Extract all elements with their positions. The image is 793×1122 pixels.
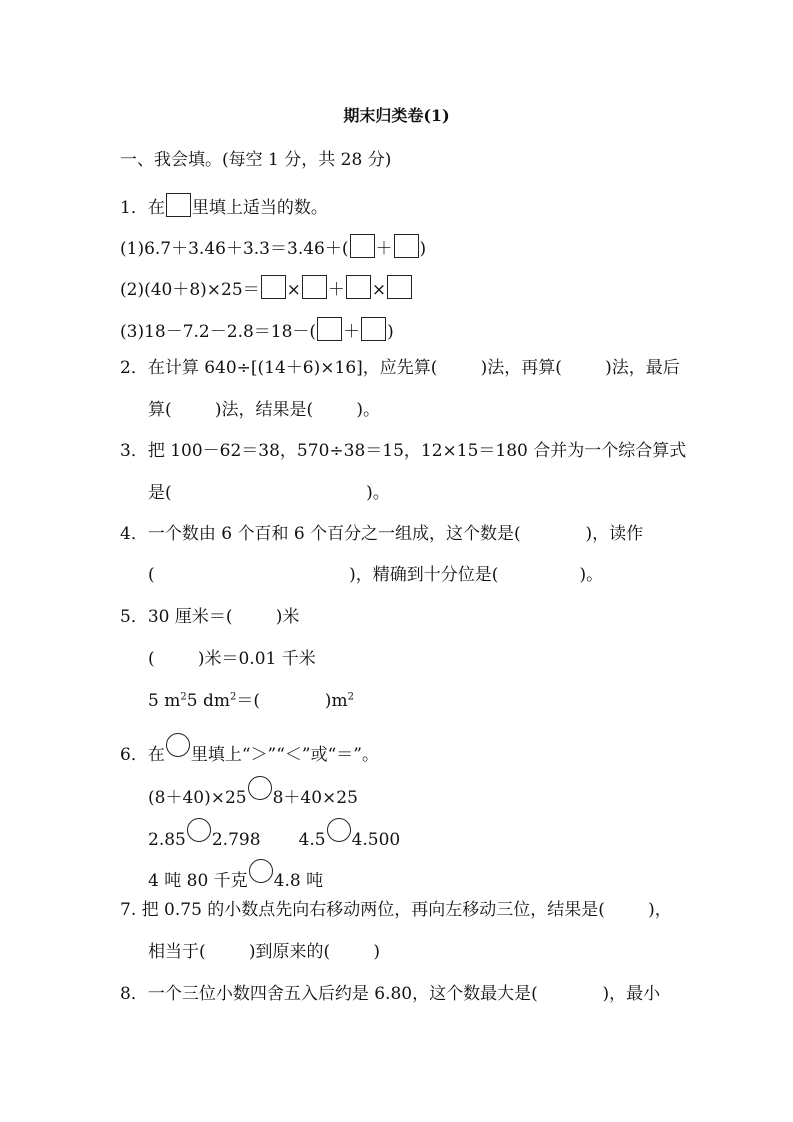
- question-4-line-1: 4．一个数由 6 个百和 6 个百分之一组成，这个数是( )，读作: [120, 524, 644, 544]
- question-6-row-3: [148, 859, 323, 893]
- q1-p1-expression: (1)6.7＋3.46＋3.3＝3.46＋(: [120, 239, 349, 259]
- q6-expression: 4.8 吨: [273, 871, 324, 891]
- answer-circle[interactable]: [249, 859, 273, 883]
- times-sign: ×: [286, 280, 301, 300]
- answer-box[interactable]: [346, 275, 371, 299]
- close-paren: ): [419, 239, 427, 259]
- q1-p3-expression: (3)18－7.2－2.8＝18－(: [120, 322, 317, 342]
- question-5-line-3: [148, 689, 354, 713]
- question-6-stem: [120, 733, 379, 767]
- question-1-part-1: [120, 234, 426, 261]
- answer-box[interactable]: [317, 317, 342, 341]
- question-5-line-1: 5．30 厘米＝( )米: [120, 607, 300, 627]
- question-6-row-1: [148, 776, 358, 810]
- answer-circle[interactable]: [187, 818, 211, 842]
- q6-expression: 4 吨 80 千克: [148, 871, 248, 891]
- section-heading: 一、我会填。(每空 1 分，共 28 分): [120, 150, 392, 170]
- answer-box[interactable]: [302, 275, 327, 299]
- q6-expression: 4.5: [298, 830, 326, 850]
- times-sign: ×: [371, 280, 387, 300]
- question-3-line-1: 3．把 100－62＝38，570÷38＝15，12×15＝180 合并为一个综合算式: [120, 441, 687, 461]
- page-title: 期末归类卷(1): [343, 106, 450, 125]
- answer-box[interactable]: [350, 234, 375, 258]
- plus-sign: ＋: [375, 239, 393, 259]
- q6-expression: 8＋40×25: [272, 788, 358, 808]
- question-7-line-2: 相当于( )到原来的( ): [148, 942, 380, 962]
- q6-expression: 2.85: [148, 830, 186, 850]
- question-2-line-2: 算( )法，结果是( )。: [148, 400, 380, 420]
- superscript: 2: [347, 691, 354, 703]
- answer-box[interactable]: [261, 275, 286, 299]
- q6-stem-text: 6．在: [120, 745, 165, 765]
- q5-l3-text: 5 dm: [186, 691, 230, 711]
- question-4-line-2: ( )，精确到十分位是( )。: [148, 565, 604, 585]
- question-6-row-2: [148, 818, 400, 852]
- plus-sign: ＋: [343, 322, 361, 342]
- question-7-line-1: 7. 把 0.75 的小数点先向右移动两位，再向左移动三位，结果是( )，: [120, 900, 672, 920]
- question-1-stem: [120, 193, 328, 220]
- answer-circle[interactable]: [248, 776, 272, 800]
- question-3-line-2: 是( )。: [148, 483, 390, 503]
- question-1-part-2: [120, 275, 413, 302]
- question-8-line-1: 8．一个三位小数四舍五入后约是 6.80，这个数最大是( )，最小: [120, 984, 661, 1004]
- q6-stem-text: 里填上“＞”“＜”或“＝”。: [190, 745, 379, 765]
- question-5-line-2: ( )米＝0.01 千米: [148, 649, 316, 669]
- q5-l3-text: ＝( )m: [236, 691, 348, 711]
- superscript: 2: [180, 691, 187, 703]
- answer-box-example: [166, 193, 191, 217]
- q6-expression: (8＋40)×25: [148, 788, 247, 808]
- answer-circle-example: [166, 733, 190, 757]
- q1-stem-text: 里填上适当的数。: [191, 198, 328, 218]
- plus-sign: ＋: [327, 280, 345, 300]
- q6-expression: 4.500: [351, 830, 401, 850]
- answer-box[interactable]: [387, 275, 412, 299]
- q6-expression: 2.798: [211, 830, 261, 850]
- q1-stem-text: 1．在: [120, 198, 165, 218]
- question-1-part-3: [120, 317, 394, 344]
- q1-p2-expression: (2)(40＋8)×25＝: [120, 280, 260, 300]
- answer-box[interactable]: [394, 234, 419, 258]
- close-paren: ): [387, 322, 394, 342]
- superscript: 2: [229, 691, 237, 703]
- question-2-line-1: 2．在计算 640÷[(14＋6)×16]，应先算( )法，再算( )法，最后: [120, 358, 680, 378]
- q5-l3-text: 5 m: [148, 691, 181, 711]
- answer-circle[interactable]: [327, 818, 351, 842]
- answer-box[interactable]: [361, 317, 386, 341]
